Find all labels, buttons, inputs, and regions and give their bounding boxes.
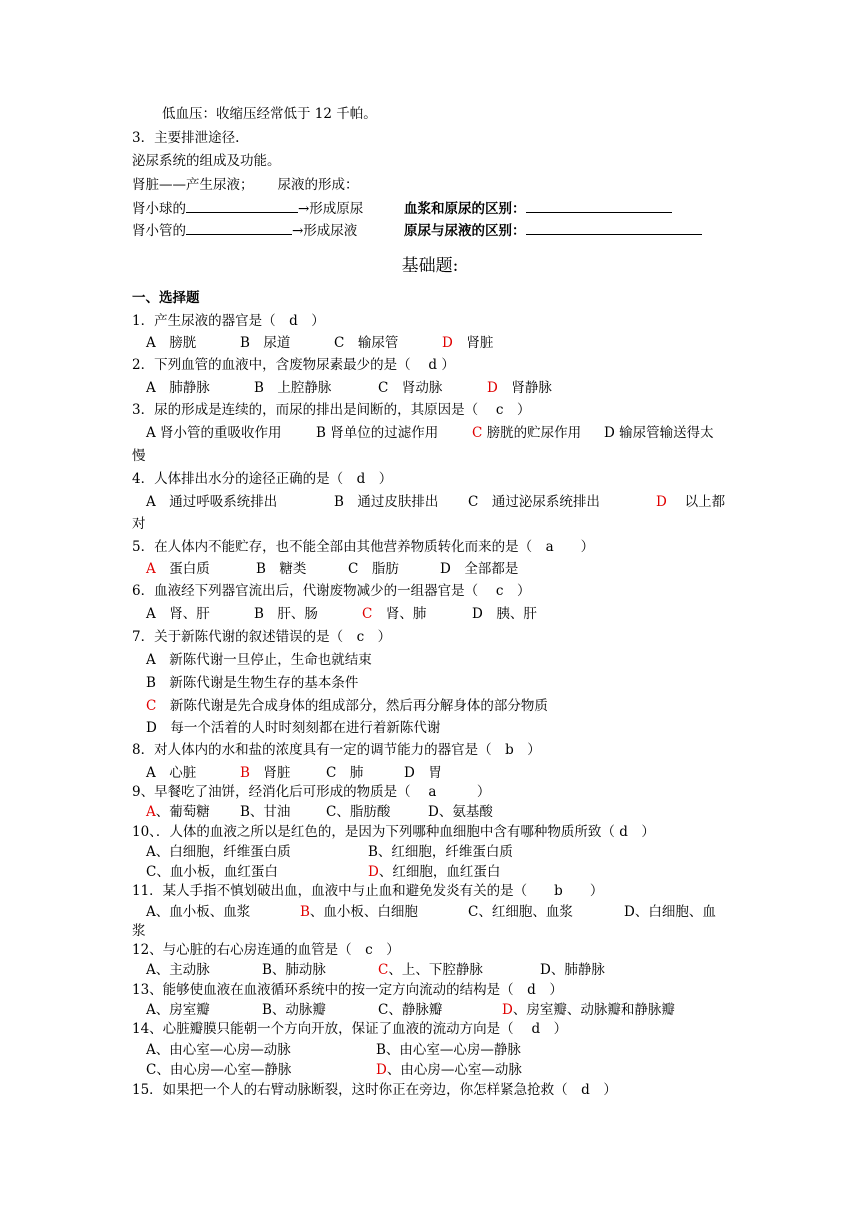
- q12-option-c: C、上、下腔静脉: [378, 962, 483, 978]
- tubule-line: [132, 220, 357, 241]
- q3-option-d: D 输尿管输送得太: [604, 425, 714, 441]
- q3-option-b: B 肾单位的过滤作用: [316, 425, 439, 441]
- q6-option-b: B 肝、肠: [254, 606, 318, 622]
- q14-option-d: D、由心房—心室—动脉: [376, 1062, 522, 1078]
- q8-option-a: A 心脏: [146, 765, 197, 781]
- q2-option-b: B 上腔静脉: [254, 380, 332, 396]
- q10-option-a: A、白细胞，纤维蛋白质: [146, 844, 291, 860]
- urinary-system-line: 泌尿系统的组成及功能。: [132, 153, 281, 169]
- urine-difference-blank[interactable]: [526, 220, 702, 235]
- q6-option-d: D 胰、肝: [472, 606, 537, 622]
- q10-option-c: C、血小板，血红蛋白: [146, 864, 278, 880]
- q9-option-c: C、脂肪酸: [326, 804, 391, 820]
- question-15: 15．如果把一个人的右臂动脉断裂，这时你正在旁边，你怎样紧急抢救（ d ）: [132, 1082, 617, 1098]
- q11-option-d-continued: 浆: [132, 923, 146, 939]
- q8-option-c: C 肺: [326, 765, 364, 781]
- q10-option-d: D、红细胞，血红蛋白: [368, 864, 501, 880]
- q1-option-d: D 肾脏: [442, 335, 494, 351]
- question-4: 4．人体排出水分的途径正确的是（ d ）: [132, 471, 393, 487]
- q2-option-d: D 肾静脉: [487, 380, 552, 396]
- question-13: 13、能够使血液在血液循环系统中的按一定方向流动的结构是（ d ）: [132, 982, 563, 998]
- q5-option-a: A 蛋白质: [146, 561, 210, 577]
- q5-option-c: C 脂肪: [348, 561, 399, 577]
- glomerulus-label: 肾小球的: [132, 201, 186, 217]
- question-3: 3．尿的形成是连续的，而尿的排出是间断的，其原因是（ c ）: [132, 402, 531, 418]
- plasma-difference-blank[interactable]: [526, 198, 672, 213]
- tubule-label: 肾小管的: [132, 223, 186, 239]
- q13-option-a: A、房室瓣: [146, 1002, 210, 1018]
- q1-option-c: C 输尿管: [334, 335, 399, 351]
- q2-option-a: A 肺静脉: [146, 380, 210, 396]
- q4-option-a: A 通过呼吸系统排出: [146, 494, 278, 510]
- plasma-vs-primary-urine-question: 血浆和原尿的区别：: [404, 198, 672, 219]
- question-5: 5．在人体内不能贮存，也不能全部由其他营养物质转化而来的是（ a ）: [132, 539, 595, 555]
- q12-option-d: D、肺静脉: [540, 962, 605, 978]
- form-urine: →形成尿液: [292, 223, 358, 239]
- section-3-title: 3．主要排泄途径.: [132, 130, 240, 146]
- q12-option-b: B、肺动脉: [262, 962, 326, 978]
- question-1: 1．产生尿液的器官是（ d ）: [132, 313, 325, 329]
- q8-option-b: B 肾脏: [240, 765, 291, 781]
- q11-option-b: B、血小板、白细胞: [300, 904, 418, 920]
- low-blood-pressure-line: 低血压：收缩压经常低于 12 千帕。: [162, 106, 377, 122]
- q7-option-d: D 每一个活着的人时时刻刻都在进行着新陈代谢: [146, 720, 441, 736]
- glomerulus-blank[interactable]: [186, 198, 298, 213]
- q2-option-c: C 肾动脉: [378, 380, 443, 396]
- question-7: 7．关于新陈代谢的叙述错误的是（ c ）: [132, 629, 392, 645]
- question-11: 11．某人手指不慎划破出血，血液中与止血和避免发炎有关的是（ b ）: [132, 883, 604, 899]
- q4-option-d-continued: 对: [132, 516, 146, 532]
- q13-option-c: C、静脉瓣: [378, 1002, 443, 1018]
- q13-option-b: B、动脉瓣: [262, 1002, 326, 1018]
- choice-section-title: 一、选择题: [132, 290, 200, 306]
- tubule-blank[interactable]: [186, 220, 292, 235]
- form-primary-urine: →形成原尿: [298, 201, 364, 217]
- q8-option-d: D 胃: [404, 765, 442, 781]
- q12-option-a: A、主动脉: [146, 962, 210, 978]
- glomerulus-line: [132, 198, 363, 219]
- question-9: 9、早餐吃了油饼，经消化后可形成的物质是（ a ）: [132, 784, 491, 800]
- q9-option-b: B、甘油: [240, 804, 291, 820]
- q9-option-a: A、葡萄糖: [146, 804, 210, 820]
- question-8: 8．对人体内的水和盐的浓度具有一定的调节能力的器官是（ b ）: [132, 742, 541, 758]
- q4-option-c: C 通过泌尿系统排出: [468, 494, 600, 510]
- primary-urine-vs-urine-question: 原尿与尿液的区别：: [404, 220, 702, 241]
- q14-option-a: A、由心室—心房—动脉: [146, 1042, 291, 1058]
- q1-option-b: B 尿道: [240, 335, 291, 351]
- section-heading: 基础题:: [401, 256, 459, 276]
- q11-option-a: A、血小板、血浆: [146, 904, 251, 920]
- urine-formation-label: 尿液的形成：: [277, 177, 359, 193]
- q13-option-d: D、房室瓣、动脉瓣和静脉瓣: [502, 1002, 675, 1018]
- q5-option-b: B 糖类: [256, 561, 307, 577]
- q11-option-d: D、白细胞、血: [624, 904, 716, 920]
- q4-option-b: B 通过皮肤排出: [334, 494, 439, 510]
- q3-option-d-continued: 慢: [132, 448, 146, 464]
- question-14: 14、心脏瓣膜只能朝一个方向开放，保证了血液的流动方向是（ d ）: [132, 1021, 568, 1037]
- q1-option-a: A 膀胱: [146, 335, 197, 351]
- q7-option-c: C 新陈代谢是先合成身体的组成部分，然后再分解身体的部分物质: [146, 698, 548, 714]
- q7-option-a: A 新陈代谢一旦停止，生命也就结束: [146, 652, 372, 668]
- q11-option-c: C、红细胞、血浆: [468, 904, 573, 920]
- question-2: 2．下列血管的血液中，含废物尿素最少的是（ d ）: [132, 357, 455, 373]
- q6-option-c: C 肾、肺: [362, 606, 427, 622]
- q5-option-d: D 全部都是: [440, 561, 519, 577]
- q14-option-b: B、由心室—心房—静脉: [376, 1042, 521, 1058]
- q3-option-a: A 肾小管的重吸收作用: [146, 425, 282, 441]
- q4-option-d: D 以上都: [656, 494, 726, 510]
- q6-option-a: A 肾、肝: [146, 606, 210, 622]
- kidney-function: 肾脏——产生尿液；: [132, 177, 254, 193]
- q10-option-b: B、红细胞，纤维蛋白质: [368, 844, 513, 860]
- question-10: 10、．人体的血液之所以是红色的，是因为下列哪种血细胞中含有哪种物质所致（ d ）: [132, 824, 655, 840]
- q9-option-d: D、氨基酸: [428, 804, 493, 820]
- kidney-line: [132, 175, 359, 195]
- q3-option-c: C 膀胱的贮尿作用: [472, 425, 582, 441]
- question-12: 12、与心脏的右心房连通的血管是（ c ）: [132, 942, 400, 958]
- question-6: 6．血液经下列器官流出后，代谢废物减少的一组器官是（ c ）: [132, 583, 531, 599]
- q14-option-c: C、由心房—心室—静脉: [146, 1062, 292, 1078]
- q7-option-b: B 新陈代谢是生物生存的基本条件: [146, 675, 359, 691]
